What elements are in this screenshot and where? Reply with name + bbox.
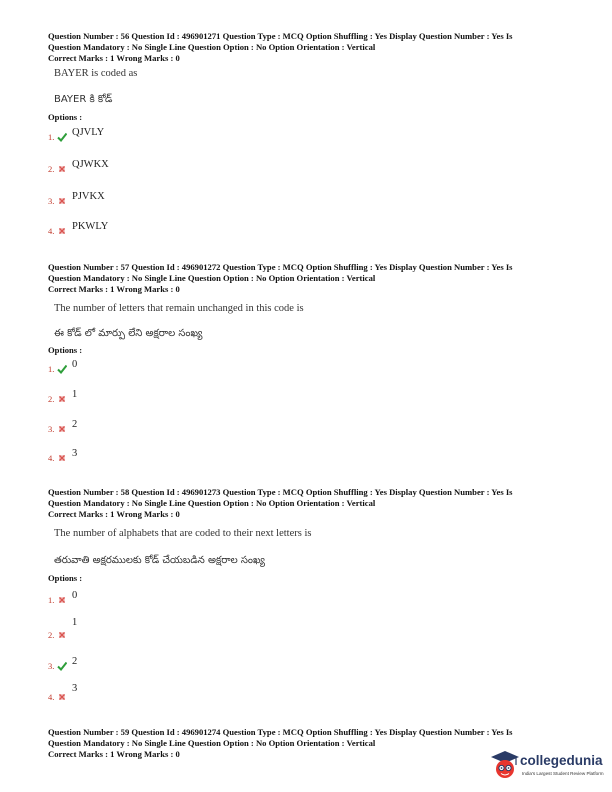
logo-wordmark: collegedunia <box>520 753 603 768</box>
option-text: PKWLY <box>72 221 109 232</box>
option-number: 1. <box>48 364 55 374</box>
check-icon <box>57 361 67 371</box>
option-text: 0 <box>72 359 78 370</box>
option-text: 1 <box>72 617 78 628</box>
option-number: 3. <box>48 196 55 206</box>
check-icon <box>57 129 67 139</box>
option-text: QJVLY <box>72 127 105 138</box>
question-57-text: The number of letters that remain unchanged in this code is <box>54 303 304 314</box>
question-56-text: BAYER is coded as <box>54 68 138 79</box>
meta-line: Question Mandatory : No Single Line Question Option : No Option Orientation : Vertical <box>48 497 376 508</box>
cross-icon <box>57 689 67 699</box>
marks-line: Correct Marks : 1 Wrong Marks : 0 <box>48 508 180 519</box>
option-number: 2. <box>48 394 55 404</box>
option-number: 4. <box>48 453 55 463</box>
cross-icon <box>57 193 67 203</box>
marks-line: Correct Marks : 1 Wrong Marks : 0 <box>48 283 180 294</box>
meta-line: Question Number : 56 Question Id : 496901271 Question Type : MCQ Option Shuffling : Yes Display Question Number : Yes Is <box>48 31 513 41</box>
cross-icon <box>57 592 67 602</box>
question-57-text-telugu: ఈ కోడ్ లో మార్పు లేని అక్షరాల సంఖ్య <box>54 328 203 339</box>
cross-icon <box>57 161 67 171</box>
option-number: 2. <box>48 630 55 640</box>
option-text: 3 <box>72 448 78 459</box>
option-number: 3. <box>48 424 55 434</box>
cross-icon <box>57 627 67 637</box>
meta-line: Question Number : 57 Question Id : 496901272 Question Type : MCQ Option Shuffling : Yes Display Question Number : Yes Is <box>48 262 513 272</box>
option-text: 2 <box>72 419 78 430</box>
option-text: 3 <box>72 683 78 694</box>
options-label: Options : <box>48 112 83 122</box>
graduate-mascot-icon <box>490 750 520 787</box>
options-label: Options : <box>48 345 83 355</box>
option-text: 0 <box>72 590 78 601</box>
question-58-meta <box>48 487 568 519</box>
meta-line: Question Number : 59 Question Id : 496901274 Question Type : MCQ Option Shuffling : Yes Display Question Number : Yes Is <box>48 727 513 737</box>
option-number: 1. <box>48 132 55 142</box>
meta-line: Question Mandatory : No Single Line Question Option : No Option Orientation : Vertical <box>48 41 376 52</box>
cross-icon <box>57 421 67 431</box>
marks-line: Correct Marks : 1 Wrong Marks : 0 <box>48 748 180 759</box>
cross-icon <box>57 223 67 233</box>
cross-icon <box>57 450 67 460</box>
option-number: 2. <box>48 164 55 174</box>
question-56-text-telugu: BAYER కి కోడ్ <box>54 94 113 105</box>
question-57-meta <box>48 262 568 294</box>
collegedunia-logo <box>490 748 608 786</box>
question-58-text-telugu: తరువాతి అక్షరములకు కోడ్ చేయబడిన అక్షరాల సంఖ్య <box>54 555 265 566</box>
logo-tagline: India's Largest Student Review Platform <box>522 771 604 776</box>
meta-line: Question Mandatory : No Single Line Question Option : No Option Orientation : Vertical <box>48 272 376 283</box>
marks-line: Correct Marks : 1 Wrong Marks : 0 <box>48 52 180 63</box>
option-text: 2 <box>72 656 78 667</box>
option-text: 1 <box>72 389 78 400</box>
meta-line: Question Mandatory : No Single Line Question Option : No Option Orientation : Vertical <box>48 737 376 748</box>
option-text: PJVKX <box>72 191 105 202</box>
option-text: QJWKX <box>72 159 109 170</box>
options-label: Options : <box>48 573 83 583</box>
check-icon <box>57 658 67 668</box>
option-number: 4. <box>48 226 55 236</box>
question-56-meta <box>48 31 568 63</box>
cross-icon <box>57 391 67 401</box>
option-number: 4. <box>48 692 55 702</box>
meta-line: Question Number : 58 Question Id : 496901273 Question Type : MCQ Option Shuffling : Yes Display Question Number : Yes Is <box>48 487 513 497</box>
question-58-text: The number of alphabets that are coded to their next letters is <box>54 528 312 539</box>
option-number: 3. <box>48 661 55 671</box>
option-number: 1. <box>48 595 55 605</box>
